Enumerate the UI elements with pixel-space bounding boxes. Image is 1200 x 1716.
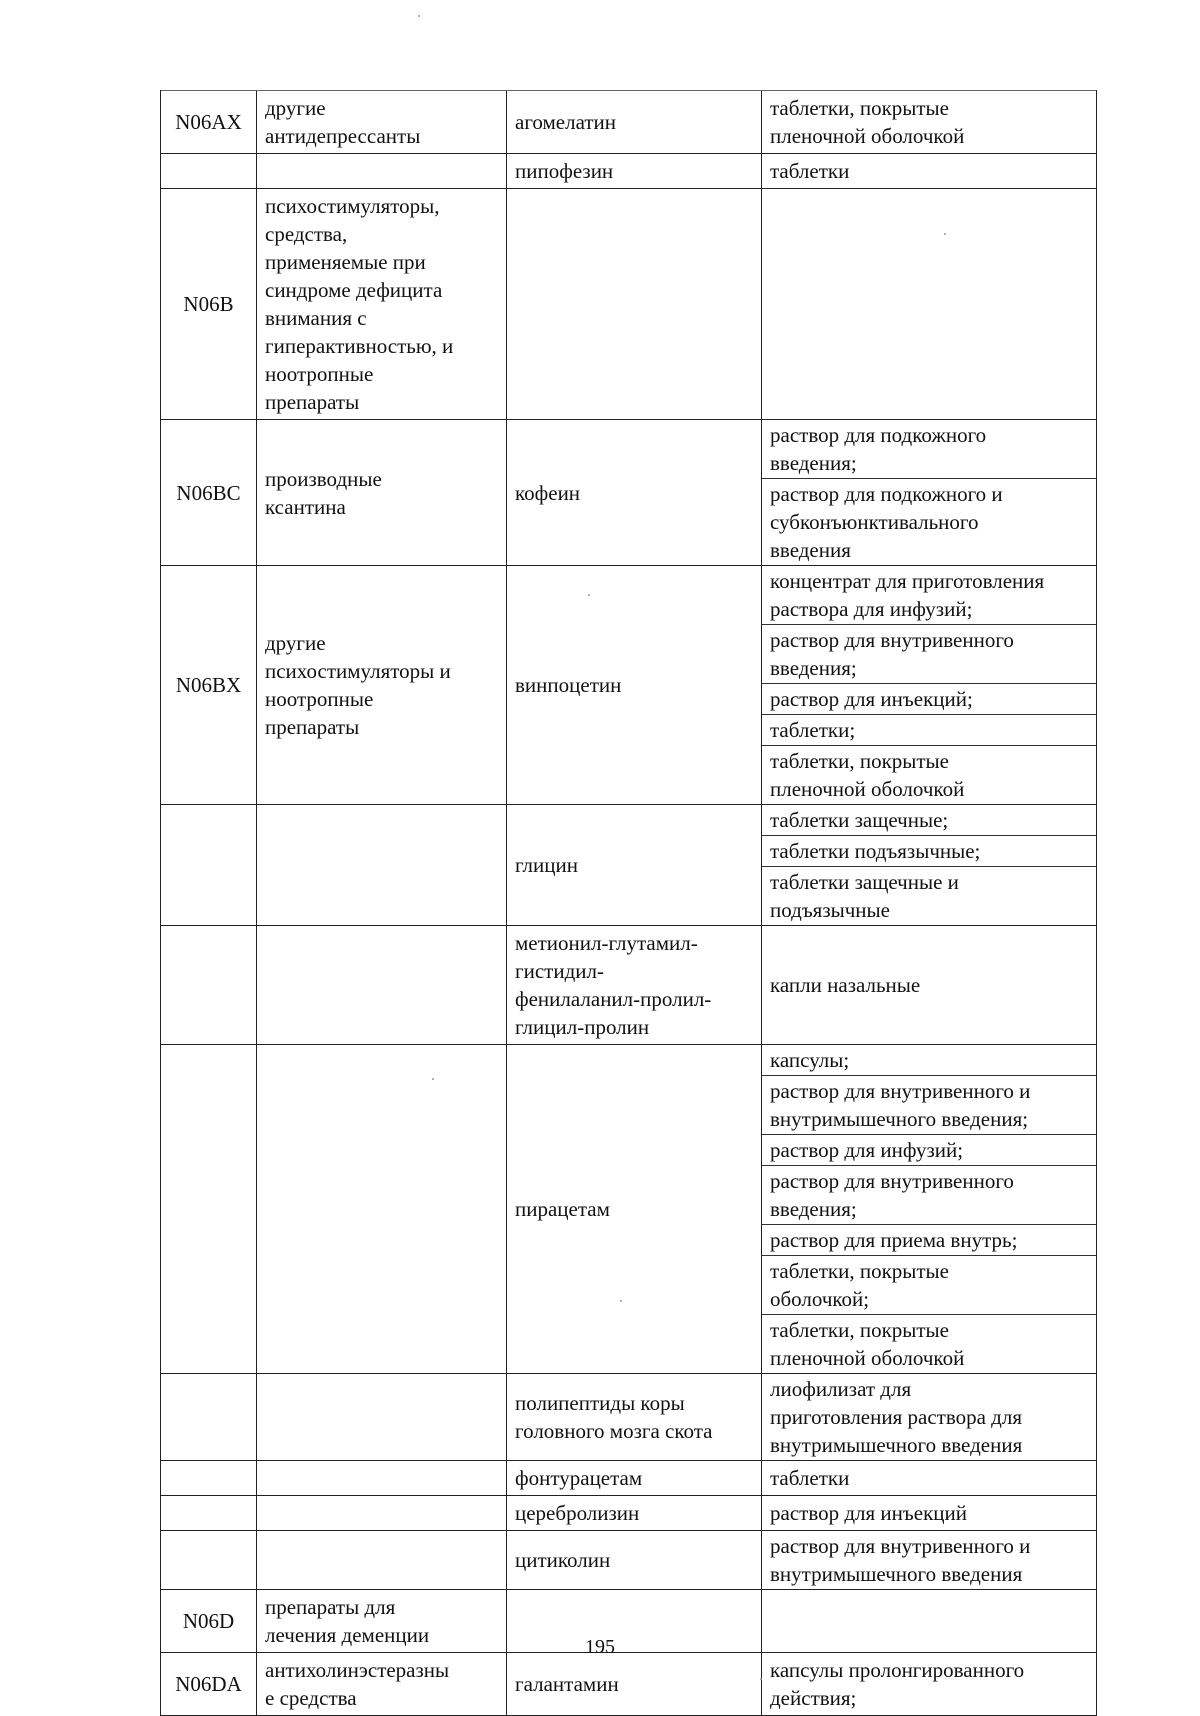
dosage-form-item: раствор для внутривенного введения; [762,624,1096,683]
table-row [161,419,1096,565]
dosage-form-item [762,189,1096,419]
drug-name-cell: полипептиды коры головного мозга скота [507,1374,762,1460]
dosage-form-item: лиофилизат для приготовления раствора для внутримышечного введения [770,1377,1023,1457]
atc-code-cell: N06AX [161,91,257,153]
dosage-form-item: капсулы; [770,1048,850,1072]
atc-code-cell [161,1045,257,1373]
atc-code-cell [161,926,257,1044]
dosage-form-item: таблетки защечные и подъязычные [762,866,1096,925]
dosage-form-item: капсулы пролонгированного действия; [770,1658,1025,1710]
table-row [161,804,1096,925]
atc-code-cell: N06B [161,189,257,419]
dosage-forms-cell [762,566,1096,804]
dosage-form-item: раствор для подкожного введения; [770,423,987,475]
pharmacological-group-cell [257,154,507,188]
table-row [161,1652,1096,1715]
dosage-forms-cell [762,1531,1096,1589]
table-row [161,1044,1096,1373]
dosage-form-item: раствор для инъекций [770,1501,967,1525]
dosage-form-item: таблетки подъязычные; [762,835,1096,866]
dosage-form-item: раствор для внутривенного и внутримышечного введения [770,1534,1031,1586]
atc-code-cell: N06BX [161,566,257,804]
drug-name-cell: пипофезин [507,154,762,188]
atc-code-cell [161,1374,257,1460]
drug-name-cell: фонтурацетам [507,1461,762,1495]
dosage-form-item: таблетки, покрытые пленочной оболочкой [770,96,965,148]
dosage-forms-cell [762,1045,1096,1373]
drug-name-cell: агомелатин [507,91,762,153]
pharmacological-group-cell [257,1045,507,1373]
dosage-forms-cell [762,926,1096,1044]
dosage-form-item: раствор для подкожного и субконъюнктивального введения [762,478,1096,565]
dosage-forms-cell [762,189,1096,419]
dosage-forms-cell [762,1374,1096,1460]
atc-code-cell: N06DA [161,1653,257,1715]
dosage-form-item: таблетки, покрытые пленочной оболочкой [762,1314,1096,1373]
dosage-form-item: таблетки [770,159,850,183]
dosage-form-item: таблетки; [762,714,1096,745]
dosage-form-item: таблетки [770,1466,850,1490]
dosage-form-item: раствор для внутривенного и внутримышечного введения; [762,1075,1096,1134]
drug-name-cell [507,189,762,419]
dosage-form-item: раствор для приема внутрь; [762,1224,1096,1255]
table-row [161,153,1096,188]
dosage-form-item: концентрат для приготовления раствора для инфузий; [770,569,1045,621]
drug-name-cell: кофеин [507,420,762,565]
atc-code-cell [161,1496,257,1530]
pharmacological-group-cell [257,1496,507,1530]
pharmacological-group-cell [257,1461,507,1495]
pharmacological-group-cell [257,1374,507,1460]
dosage-forms-cell [762,1461,1096,1495]
table-row [161,565,1096,804]
dosage-forms-cell [762,420,1096,565]
drug-name-cell: церебролизин [507,1496,762,1530]
page-number: 195 [585,1636,615,1658]
dosage-forms-cell [762,91,1096,153]
dosage-form-item: таблетки защечные; [770,808,949,832]
table-row [161,90,1096,153]
atc-code-cell [161,805,257,925]
atc-code-cell [161,1531,257,1589]
pharmacological-group-cell: производные ксантина [257,420,507,565]
atc-code-cell [161,154,257,188]
atc-code-cell: N06BC [161,420,257,565]
dosage-forms-cell [762,154,1096,188]
pharmacological-group-cell: другие психостимуляторы и ноотропные препараты [257,566,507,804]
dosage-form-item: раствор для инъекций; [762,683,1096,714]
dosage-forms-cell [762,1496,1096,1530]
drug-name-cell: метионил-глутамил- гистидил- фенилаланил-пролил- глицил-пролин [507,926,762,1044]
table-row [161,925,1096,1044]
table-row [161,1495,1096,1530]
table-row [161,188,1096,419]
pharmacological-group-cell: другие антидепрессанты [257,91,507,153]
atc-code-cell: N06D [161,1590,257,1652]
dosage-form-item: таблетки, покрытые оболочкой; [762,1255,1096,1314]
dosage-forms-cell [762,805,1096,925]
pharmacological-group-cell: психостимуляторы, средства, применяемые при синдроме дефицита внимания с гиперактивностью, и ноотропные препараты [257,189,507,419]
dosage-forms-cell [762,1653,1096,1715]
drug-name-cell: цитиколин [507,1531,762,1589]
pharmacological-group-cell [257,805,507,925]
table-row [161,1460,1096,1495]
table-row [161,1530,1096,1589]
pharmacological-group-cell [257,926,507,1044]
table-row [161,1373,1096,1460]
drug-name-cell: винпоцетин [507,566,762,804]
pharmacological-group-cell [257,1531,507,1589]
atc-code-cell [161,1461,257,1495]
drug-name-cell: пирацетам [507,1045,762,1373]
drug-name-cell: глицин [507,805,762,925]
pharmacological-group-cell: препараты для лечения деменции [257,1590,507,1652]
drug-classification-table [160,90,1097,1716]
dosage-form-item: капли назальные [770,973,921,997]
pharmacological-group-cell: антихолинэстеразны е средства [257,1653,507,1715]
dosage-form-item: раствор для внутривенного введения; [762,1165,1096,1224]
dosage-form-item: раствор для инфузий; [762,1134,1096,1165]
drug-name-cell: галантамин [507,1653,762,1715]
dosage-form-item: таблетки, покрытые пленочной оболочкой [762,745,1096,804]
